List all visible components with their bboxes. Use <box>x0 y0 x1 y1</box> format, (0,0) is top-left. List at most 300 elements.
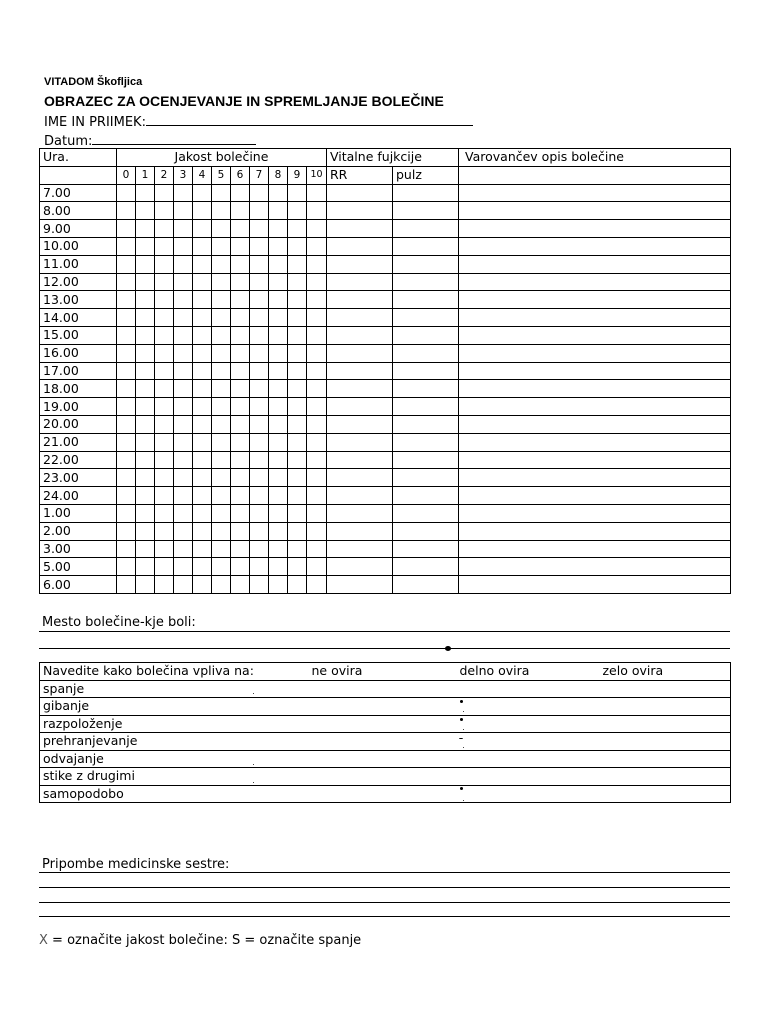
intensity-cell[interactable] <box>174 522 193 540</box>
intensity-cell[interactable] <box>136 202 155 220</box>
intensity-cell[interactable] <box>212 220 231 238</box>
intensity-cell[interactable] <box>288 433 307 451</box>
intensity-cell[interactable] <box>136 237 155 255</box>
intensity-cell[interactable] <box>155 255 174 273</box>
intensity-cell[interactable] <box>136 558 155 576</box>
intensity-cell[interactable] <box>250 451 269 469</box>
intensity-cell[interactable] <box>155 398 174 416</box>
intensity-cell[interactable] <box>231 309 250 327</box>
intensity-cell[interactable] <box>155 184 174 202</box>
intensity-cell[interactable] <box>174 291 193 309</box>
pulse-cell[interactable] <box>393 255 459 273</box>
description-cell[interactable] <box>459 487 731 505</box>
intensity-cell[interactable] <box>212 558 231 576</box>
intensity-cell[interactable] <box>288 237 307 255</box>
intensity-cell[interactable] <box>231 433 250 451</box>
pulse-cell[interactable] <box>393 220 459 238</box>
pulse-cell[interactable] <box>393 380 459 398</box>
intensity-cell[interactable] <box>250 415 269 433</box>
intensity-cell[interactable] <box>288 344 307 362</box>
intensity-cell[interactable] <box>136 291 155 309</box>
rr-cell[interactable] <box>327 362 393 380</box>
intensity-cell[interactable] <box>174 202 193 220</box>
intensity-cell[interactable] <box>250 398 269 416</box>
impact-severe-cell[interactable] <box>600 680 731 698</box>
rr-cell[interactable] <box>327 273 393 291</box>
intensity-cell[interactable] <box>212 362 231 380</box>
pulse-cell[interactable] <box>393 415 459 433</box>
intensity-cell[interactable] <box>117 220 136 238</box>
impact-partial-cell[interactable] <box>458 698 600 716</box>
intensity-cell[interactable] <box>174 540 193 558</box>
rr-cell[interactable] <box>327 326 393 344</box>
intensity-cell[interactable] <box>193 273 212 291</box>
intensity-cell[interactable] <box>212 540 231 558</box>
date-field[interactable] <box>44 131 256 149</box>
intensity-cell[interactable] <box>212 326 231 344</box>
notes-line-3[interactable] <box>39 902 730 903</box>
rr-cell[interactable] <box>327 415 393 433</box>
intensity-cell[interactable] <box>136 433 155 451</box>
intensity-cell[interactable] <box>212 469 231 487</box>
rr-cell[interactable] <box>327 202 393 220</box>
impact-partial-cell[interactable] <box>458 750 600 768</box>
pulse-cell[interactable] <box>393 487 459 505</box>
intensity-cell[interactable] <box>250 504 269 522</box>
intensity-cell[interactable] <box>212 398 231 416</box>
pulse-cell[interactable] <box>393 576 459 594</box>
intensity-cell[interactable] <box>174 344 193 362</box>
intensity-cell[interactable] <box>269 504 288 522</box>
intensity-cell[interactable] <box>288 184 307 202</box>
intensity-cell[interactable] <box>307 540 327 558</box>
intensity-cell[interactable] <box>250 576 269 594</box>
impact-none-cell[interactable] <box>310 733 458 751</box>
pulse-cell[interactable] <box>393 202 459 220</box>
pulse-cell[interactable] <box>393 184 459 202</box>
intensity-cell[interactable] <box>136 344 155 362</box>
intensity-cell[interactable] <box>155 309 174 327</box>
intensity-cell[interactable] <box>307 504 327 522</box>
description-cell[interactable] <box>459 255 731 273</box>
intensity-cell[interactable] <box>231 202 250 220</box>
intensity-cell[interactable] <box>117 540 136 558</box>
impact-none-cell[interactable] <box>310 768 458 786</box>
intensity-cell[interactable] <box>288 273 307 291</box>
intensity-cell[interactable] <box>269 273 288 291</box>
intensity-cell[interactable] <box>250 273 269 291</box>
intensity-cell[interactable] <box>174 415 193 433</box>
intensity-cell[interactable] <box>117 326 136 344</box>
intensity-cell[interactable] <box>174 273 193 291</box>
intensity-cell[interactable] <box>269 184 288 202</box>
description-cell[interactable] <box>459 326 731 344</box>
intensity-cell[interactable] <box>117 487 136 505</box>
intensity-cell[interactable] <box>269 291 288 309</box>
rr-cell[interactable] <box>327 220 393 238</box>
intensity-cell[interactable] <box>117 362 136 380</box>
intensity-cell[interactable] <box>288 558 307 576</box>
intensity-cell[interactable] <box>250 362 269 380</box>
intensity-cell[interactable] <box>269 451 288 469</box>
intensity-cell[interactable] <box>307 522 327 540</box>
description-cell[interactable] <box>459 540 731 558</box>
intensity-cell[interactable] <box>212 273 231 291</box>
intensity-cell[interactable] <box>250 433 269 451</box>
intensity-cell[interactable] <box>117 398 136 416</box>
intensity-cell[interactable] <box>231 237 250 255</box>
intensity-cell[interactable] <box>288 291 307 309</box>
rr-cell[interactable] <box>327 576 393 594</box>
intensity-cell[interactable] <box>307 291 327 309</box>
intensity-cell[interactable] <box>231 576 250 594</box>
intensity-cell[interactable] <box>155 237 174 255</box>
intensity-cell[interactable] <box>269 576 288 594</box>
impact-severe-cell[interactable] <box>600 698 731 716</box>
rr-cell[interactable] <box>327 469 393 487</box>
intensity-cell[interactable] <box>307 255 327 273</box>
rr-cell[interactable] <box>327 487 393 505</box>
rr-cell[interactable] <box>327 380 393 398</box>
pulse-cell[interactable] <box>393 398 459 416</box>
rr-cell[interactable] <box>327 291 393 309</box>
intensity-cell[interactable] <box>174 184 193 202</box>
pulse-cell[interactable] <box>393 362 459 380</box>
intensity-cell[interactable] <box>307 326 327 344</box>
intensity-cell[interactable] <box>174 576 193 594</box>
rr-cell[interactable] <box>327 451 393 469</box>
intensity-cell[interactable] <box>307 202 327 220</box>
rr-cell[interactable] <box>327 255 393 273</box>
intensity-cell[interactable] <box>174 558 193 576</box>
pain-location-line-2[interactable] <box>39 648 730 649</box>
intensity-cell[interactable] <box>250 344 269 362</box>
description-cell[interactable] <box>459 291 731 309</box>
intensity-cell[interactable] <box>231 255 250 273</box>
intensity-cell[interactable] <box>136 398 155 416</box>
intensity-cell[interactable] <box>155 451 174 469</box>
intensity-cell[interactable] <box>212 415 231 433</box>
intensity-cell[interactable] <box>117 255 136 273</box>
intensity-cell[interactable] <box>231 273 250 291</box>
description-cell[interactable] <box>459 558 731 576</box>
intensity-cell[interactable] <box>193 415 212 433</box>
intensity-cell[interactable] <box>174 220 193 238</box>
intensity-cell[interactable] <box>212 202 231 220</box>
intensity-cell[interactable] <box>288 487 307 505</box>
intensity-cell[interactable] <box>250 202 269 220</box>
intensity-cell[interactable] <box>136 309 155 327</box>
intensity-cell[interactable] <box>231 291 250 309</box>
impact-partial-cell[interactable] <box>458 733 600 751</box>
intensity-cell[interactable] <box>288 576 307 594</box>
intensity-cell[interactable] <box>212 237 231 255</box>
intensity-cell[interactable] <box>136 504 155 522</box>
intensity-cell[interactable] <box>307 415 327 433</box>
intensity-cell[interactable] <box>231 398 250 416</box>
pulse-cell[interactable] <box>393 558 459 576</box>
description-cell[interactable] <box>459 576 731 594</box>
pulse-cell[interactable] <box>393 469 459 487</box>
intensity-cell[interactable] <box>136 522 155 540</box>
intensity-cell[interactable] <box>193 255 212 273</box>
intensity-cell[interactable] <box>117 558 136 576</box>
intensity-cell[interactable] <box>155 415 174 433</box>
intensity-cell[interactable] <box>155 202 174 220</box>
intensity-cell[interactable] <box>155 344 174 362</box>
intensity-cell[interactable] <box>288 362 307 380</box>
rr-cell[interactable] <box>327 398 393 416</box>
intensity-cell[interactable] <box>193 362 212 380</box>
intensity-cell[interactable] <box>212 487 231 505</box>
intensity-cell[interactable] <box>269 398 288 416</box>
intensity-cell[interactable] <box>155 487 174 505</box>
impact-none-cell[interactable] <box>310 750 458 768</box>
intensity-cell[interactable] <box>288 309 307 327</box>
intensity-cell[interactable] <box>136 362 155 380</box>
intensity-cell[interactable] <box>250 291 269 309</box>
intensity-cell[interactable] <box>193 309 212 327</box>
intensity-cell[interactable] <box>307 380 327 398</box>
intensity-cell[interactable] <box>193 469 212 487</box>
description-cell[interactable] <box>459 184 731 202</box>
description-cell[interactable] <box>459 522 731 540</box>
intensity-cell[interactable] <box>193 237 212 255</box>
intensity-cell[interactable] <box>174 398 193 416</box>
intensity-cell[interactable] <box>250 309 269 327</box>
intensity-cell[interactable] <box>231 540 250 558</box>
pulse-cell[interactable] <box>393 522 459 540</box>
impact-partial-cell[interactable] <box>458 785 600 803</box>
intensity-cell[interactable] <box>231 362 250 380</box>
intensity-cell[interactable] <box>155 291 174 309</box>
description-cell[interactable] <box>459 504 731 522</box>
impact-partial-cell[interactable] <box>458 680 600 698</box>
intensity-cell[interactable] <box>212 184 231 202</box>
notes-line-4[interactable] <box>39 916 730 917</box>
description-cell[interactable] <box>459 398 731 416</box>
intensity-cell[interactable] <box>117 451 136 469</box>
intensity-cell[interactable] <box>193 380 212 398</box>
intensity-cell[interactable] <box>288 540 307 558</box>
intensity-cell[interactable] <box>231 184 250 202</box>
intensity-cell[interactable] <box>193 398 212 416</box>
intensity-cell[interactable] <box>288 522 307 540</box>
intensity-cell[interactable] <box>269 433 288 451</box>
intensity-cell[interactable] <box>174 504 193 522</box>
intensity-cell[interactable] <box>307 451 327 469</box>
pulse-cell[interactable] <box>393 291 459 309</box>
intensity-cell[interactable] <box>231 451 250 469</box>
intensity-cell[interactable] <box>250 220 269 238</box>
intensity-cell[interactable] <box>174 469 193 487</box>
intensity-cell[interactable] <box>193 184 212 202</box>
intensity-cell[interactable] <box>307 433 327 451</box>
intensity-cell[interactable] <box>136 184 155 202</box>
name-field[interactable] <box>44 112 473 130</box>
pulse-cell[interactable] <box>393 540 459 558</box>
intensity-cell[interactable] <box>155 540 174 558</box>
intensity-cell[interactable] <box>250 558 269 576</box>
rr-cell[interactable] <box>327 558 393 576</box>
intensity-cell[interactable] <box>155 522 174 540</box>
intensity-cell[interactable] <box>136 220 155 238</box>
intensity-cell[interactable] <box>155 433 174 451</box>
pain-location-line-1[interactable] <box>39 631 730 632</box>
intensity-cell[interactable] <box>193 344 212 362</box>
intensity-cell[interactable] <box>174 487 193 505</box>
description-cell[interactable] <box>459 344 731 362</box>
impact-none-cell[interactable] <box>310 680 458 698</box>
intensity-cell[interactable] <box>307 184 327 202</box>
intensity-cell[interactable] <box>174 362 193 380</box>
intensity-cell[interactable] <box>269 326 288 344</box>
intensity-cell[interactable] <box>231 558 250 576</box>
impact-severe-cell[interactable] <box>600 785 731 803</box>
intensity-cell[interactable] <box>155 380 174 398</box>
intensity-cell[interactable] <box>193 540 212 558</box>
description-cell[interactable] <box>459 469 731 487</box>
intensity-cell[interactable] <box>117 433 136 451</box>
intensity-cell[interactable] <box>212 344 231 362</box>
intensity-cell[interactable] <box>269 415 288 433</box>
pulse-cell[interactable] <box>393 344 459 362</box>
intensity-cell[interactable] <box>117 344 136 362</box>
intensity-cell[interactable] <box>193 487 212 505</box>
intensity-cell[interactable] <box>117 504 136 522</box>
intensity-cell[interactable] <box>250 184 269 202</box>
pulse-cell[interactable] <box>393 309 459 327</box>
intensity-cell[interactable] <box>250 326 269 344</box>
intensity-cell[interactable] <box>136 255 155 273</box>
intensity-cell[interactable] <box>212 576 231 594</box>
intensity-cell[interactable] <box>231 487 250 505</box>
intensity-cell[interactable] <box>136 451 155 469</box>
pulse-cell[interactable] <box>393 326 459 344</box>
rr-cell[interactable] <box>327 309 393 327</box>
intensity-cell[interactable] <box>250 255 269 273</box>
intensity-cell[interactable] <box>174 433 193 451</box>
intensity-cell[interactable] <box>136 380 155 398</box>
intensity-cell[interactable] <box>269 558 288 576</box>
intensity-cell[interactable] <box>250 540 269 558</box>
intensity-cell[interactable] <box>117 469 136 487</box>
description-cell[interactable] <box>459 433 731 451</box>
intensity-cell[interactable] <box>155 504 174 522</box>
rr-cell[interactable] <box>327 504 393 522</box>
pulse-cell[interactable] <box>393 433 459 451</box>
intensity-cell[interactable] <box>307 220 327 238</box>
intensity-cell[interactable] <box>193 433 212 451</box>
intensity-cell[interactable] <box>307 558 327 576</box>
intensity-cell[interactable] <box>155 220 174 238</box>
intensity-cell[interactable] <box>269 202 288 220</box>
intensity-cell[interactable] <box>155 273 174 291</box>
intensity-cell[interactable] <box>307 273 327 291</box>
pulse-cell[interactable] <box>393 451 459 469</box>
intensity-cell[interactable] <box>155 558 174 576</box>
intensity-cell[interactable] <box>117 237 136 255</box>
intensity-cell[interactable] <box>269 255 288 273</box>
intensity-cell[interactable] <box>307 309 327 327</box>
intensity-cell[interactable] <box>193 220 212 238</box>
pulse-cell[interactable] <box>393 273 459 291</box>
intensity-cell[interactable] <box>307 469 327 487</box>
description-cell[interactable] <box>459 309 731 327</box>
intensity-cell[interactable] <box>174 380 193 398</box>
intensity-cell[interactable] <box>269 540 288 558</box>
intensity-cell[interactable] <box>307 487 327 505</box>
intensity-cell[interactable] <box>212 291 231 309</box>
intensity-cell[interactable] <box>307 344 327 362</box>
intensity-cell[interactable] <box>174 326 193 344</box>
notes-line-1[interactable] <box>39 872 730 873</box>
intensity-cell[interactable] <box>193 326 212 344</box>
intensity-cell[interactable] <box>155 326 174 344</box>
intensity-cell[interactable] <box>231 415 250 433</box>
intensity-cell[interactable] <box>212 309 231 327</box>
intensity-cell[interactable] <box>231 344 250 362</box>
intensity-cell[interactable] <box>193 291 212 309</box>
intensity-cell[interactable] <box>117 380 136 398</box>
intensity-cell[interactable] <box>117 184 136 202</box>
intensity-cell[interactable] <box>193 504 212 522</box>
intensity-cell[interactable] <box>155 576 174 594</box>
impact-severe-cell[interactable] <box>600 733 731 751</box>
description-cell[interactable] <box>459 451 731 469</box>
rr-cell[interactable] <box>327 540 393 558</box>
impact-partial-cell[interactable] <box>458 715 600 733</box>
intensity-cell[interactable] <box>307 237 327 255</box>
intensity-cell[interactable] <box>269 380 288 398</box>
intensity-cell[interactable] <box>212 380 231 398</box>
intensity-cell[interactable] <box>212 504 231 522</box>
impact-severe-cell[interactable] <box>600 715 731 733</box>
intensity-cell[interactable] <box>212 433 231 451</box>
intensity-cell[interactable] <box>288 451 307 469</box>
intensity-cell[interactable] <box>269 309 288 327</box>
impact-none-cell[interactable] <box>310 785 458 803</box>
intensity-cell[interactable] <box>193 558 212 576</box>
intensity-cell[interactable] <box>307 398 327 416</box>
intensity-cell[interactable] <box>174 255 193 273</box>
intensity-cell[interactable] <box>288 220 307 238</box>
intensity-cell[interactable] <box>269 469 288 487</box>
intensity-cell[interactable] <box>136 415 155 433</box>
intensity-cell[interactable] <box>250 469 269 487</box>
intensity-cell[interactable] <box>231 469 250 487</box>
name-input-line[interactable] <box>146 112 473 126</box>
intensity-cell[interactable] <box>250 380 269 398</box>
impact-partial-cell[interactable] <box>458 768 600 786</box>
intensity-cell[interactable] <box>136 469 155 487</box>
description-cell[interactable] <box>459 415 731 433</box>
impact-none-cell[interactable] <box>310 698 458 716</box>
intensity-cell[interactable] <box>117 576 136 594</box>
intensity-cell[interactable] <box>193 522 212 540</box>
intensity-cell[interactable] <box>288 326 307 344</box>
intensity-cell[interactable] <box>269 362 288 380</box>
intensity-cell[interactable] <box>269 522 288 540</box>
intensity-cell[interactable] <box>288 202 307 220</box>
intensity-cell[interactable] <box>288 398 307 416</box>
intensity-cell[interactable] <box>307 362 327 380</box>
description-cell[interactable] <box>459 362 731 380</box>
rr-cell[interactable] <box>327 433 393 451</box>
intensity-cell[interactable] <box>288 504 307 522</box>
intensity-cell[interactable] <box>212 522 231 540</box>
intensity-cell[interactable] <box>269 220 288 238</box>
